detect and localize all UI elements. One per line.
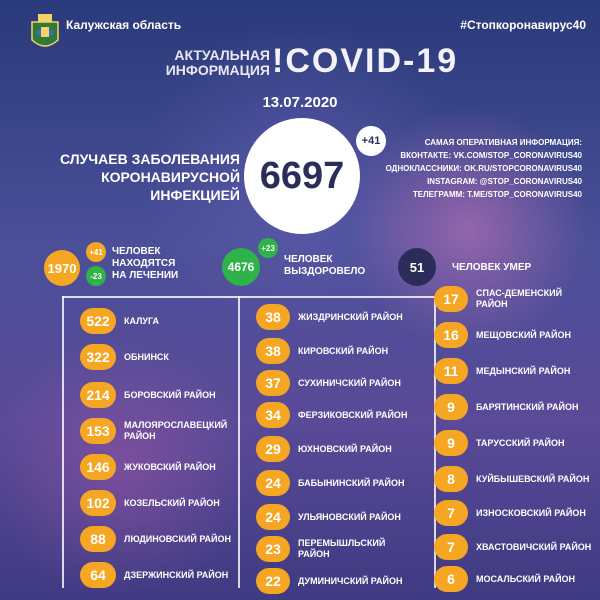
recovered-label — [284, 254, 384, 278]
district-count: 7 — [434, 500, 468, 526]
district-name: МАЛОЯРОСЛАВЕЦКИЙ РАЙОН — [124, 420, 228, 441]
cases-label-line-1: СЛУЧАЕВ ЗАБОЛЕВАНИЯ — [60, 151, 240, 167]
connector-line — [62, 296, 452, 298]
district-name: ТАРУССКИЙ РАЙОН — [476, 437, 565, 448]
recovered-count: 4676 — [222, 248, 260, 286]
district-row — [434, 358, 570, 384]
district-name: СПАС-ДЕМЕНСКИЙ РАЙОН — [476, 288, 563, 309]
page-title: !COVID-19 — [272, 42, 459, 80]
cases-label — [46, 150, 240, 204]
recovered-plus-badge: +23 — [258, 238, 278, 258]
district-name: МОСАЛЬСКИЙ РАЙОН — [476, 573, 576, 584]
hashtag: #Стопкоронавирус40 — [460, 18, 586, 32]
district-row — [80, 526, 231, 552]
district-name: КИРОВСКИЙ РАЙОН — [298, 345, 389, 356]
district-count: 24 — [256, 504, 290, 530]
cases-delta-badge: +41 — [356, 126, 386, 156]
total-cases-value: 6697 — [259, 154, 345, 197]
cases-label-line-2: КОРОНАВИРУСНОЙ ИНФЕКЦИЕЙ — [101, 169, 240, 203]
district-name: КУЙБЫШЕВСКИЙ РАЙОН — [476, 473, 590, 484]
district-count: 146 — [80, 454, 116, 480]
district-row — [434, 286, 590, 312]
district-count: 88 — [80, 526, 116, 552]
district-name: ФЕРЗИКОВСКИЙ РАЙОН — [298, 409, 408, 420]
district-count: 29 — [256, 436, 290, 462]
treatment-label — [112, 246, 222, 282]
district-row — [256, 568, 403, 594]
treatment-label-line-3: НА ЛЕЧЕНИИ — [112, 270, 179, 281]
recovered-label-line-2: ВЫЗДОРОВЕЛО — [284, 266, 366, 277]
district-count: 16 — [434, 322, 468, 348]
district-count: 322 — [80, 344, 116, 370]
district-count: 9 — [434, 430, 468, 456]
info-line: САМАЯ ОПЕРАТИВНАЯ ИНФОРМАЦИЯ: — [424, 138, 582, 147]
district-row — [80, 308, 159, 334]
district-name: ЮХНОВСКИЙ РАЙОН — [298, 443, 392, 454]
district-row — [256, 504, 401, 530]
subtitle-line-2: ИНФОРМАЦИЯ — [165, 62, 270, 78]
district-row — [434, 466, 589, 492]
district-row — [434, 566, 575, 592]
district-row — [80, 344, 169, 370]
district-row — [80, 490, 220, 516]
info-block — [352, 136, 582, 201]
treatment-label-line-1: ЧЕЛОВЕК — [112, 246, 161, 257]
district-row — [256, 338, 388, 364]
district-count: 17 — [434, 286, 468, 312]
district-name: БАБЫНИНСКИЙ РАЙОН — [298, 477, 405, 488]
coat-of-arms-icon — [28, 12, 62, 54]
connector-line — [62, 296, 64, 588]
district-name: ЛЮДИНОВСКИЙ РАЙОН — [124, 533, 232, 544]
district-count: 153 — [80, 418, 116, 444]
district-name: ДУМИНИЧСКИЙ РАЙОН — [298, 575, 403, 586]
district-row — [256, 402, 407, 428]
subtitle-line-1: АКТУАЛЬНАЯ — [174, 47, 270, 63]
district-count: 37 — [256, 370, 290, 396]
district-count: 214 — [80, 382, 116, 408]
district-name: ИЗНОСКОВСКИЙ РАЙОН — [476, 507, 586, 518]
info-line: ВКОНТАКТЕ: VK.COM/STOP_CORONAVIRUS40 — [400, 151, 582, 160]
district-row — [434, 394, 578, 420]
total-cases-circle — [244, 118, 360, 234]
district-count: 11 — [434, 358, 468, 384]
died-label: ЧЕЛОВЕК УМЕР — [452, 262, 532, 273]
recovered-label-line-1: ЧЕЛОВЕК — [284, 254, 333, 265]
district-count: 6 — [434, 566, 468, 592]
subtitle — [152, 48, 270, 78]
district-name: ПЕРЕМЫШЛЬСКИЙ РАЙОН — [298, 538, 386, 559]
district-row — [80, 454, 216, 480]
district-name: БАРЯТИНСКИЙ РАЙОН — [476, 401, 579, 412]
district-name: СУХИНИЧСКИЙ РАЙОН — [298, 377, 401, 388]
region-name: Калужская область — [66, 18, 182, 32]
district-row — [256, 304, 403, 330]
district-count: 38 — [256, 338, 290, 364]
district-row — [256, 370, 401, 396]
info-line: INSTAGRAM: @STOP_CORONAVIRUS40 — [427, 177, 582, 186]
district-name: МЕДЫНСКИЙ РАЙОН — [476, 365, 571, 376]
district-count: 38 — [256, 304, 290, 330]
treatment-minus-badge: -23 — [86, 266, 106, 286]
district-name: МЕЩОВСКИЙ РАЙОН — [476, 329, 571, 340]
district-count: 22 — [256, 568, 290, 594]
district-row — [434, 534, 591, 560]
district-row — [256, 470, 404, 496]
district-name: ЖИЗДРИНСКИЙ РАЙОН — [298, 311, 403, 322]
district-count: 102 — [80, 490, 116, 516]
district-name: ЖУКОВСКИЙ РАЙОН — [124, 461, 216, 472]
treatment-count: 1970 — [44, 250, 80, 286]
district-count: 9 — [434, 394, 468, 420]
district-row — [256, 436, 392, 462]
district-count: 24 — [256, 470, 290, 496]
district-row — [434, 430, 565, 456]
district-row — [80, 562, 228, 588]
treatment-label-line-2: НАХОДЯТСЯ — [112, 258, 176, 269]
district-count: 34 — [256, 402, 290, 428]
died-count: 51 — [398, 248, 436, 286]
district-count: 7 — [434, 534, 468, 560]
district-name: БОРОВСКИЙ РАЙОН — [124, 389, 216, 400]
district-name: УЛЬЯНОВСКИЙ РАЙОН — [298, 511, 401, 522]
district-count: 64 — [80, 562, 116, 588]
district-count: 8 — [434, 466, 468, 492]
district-row — [434, 500, 586, 526]
district-row — [80, 382, 216, 408]
district-row — [80, 418, 244, 444]
info-line: ТЕЛЕГРАММ: T.ME/STOP_CORONAVIRUS40 — [412, 190, 582, 199]
district-count: 522 — [80, 308, 116, 334]
district-name: КАЛУГА — [124, 315, 160, 326]
district-name: КОЗЕЛЬСКИЙ РАЙОН — [124, 497, 220, 508]
report-date: 13.07.2020 — [262, 94, 338, 111]
district-name: ХВАСТОВИЧСКИЙ РАЙОН — [476, 541, 592, 552]
district-name: ОБНИНСК — [124, 351, 169, 362]
treatment-plus-badge: +41 — [86, 242, 106, 262]
district-row — [256, 536, 402, 562]
district-row — [434, 322, 571, 348]
info-line: ОДНОКЛАССНИКИ: OK.RU/STOPCORONAVIRUS40 — [385, 164, 582, 173]
district-count: 23 — [256, 536, 290, 562]
district-name: ДЗЕРЖИНСКИЙ РАЙОН — [124, 569, 229, 580]
